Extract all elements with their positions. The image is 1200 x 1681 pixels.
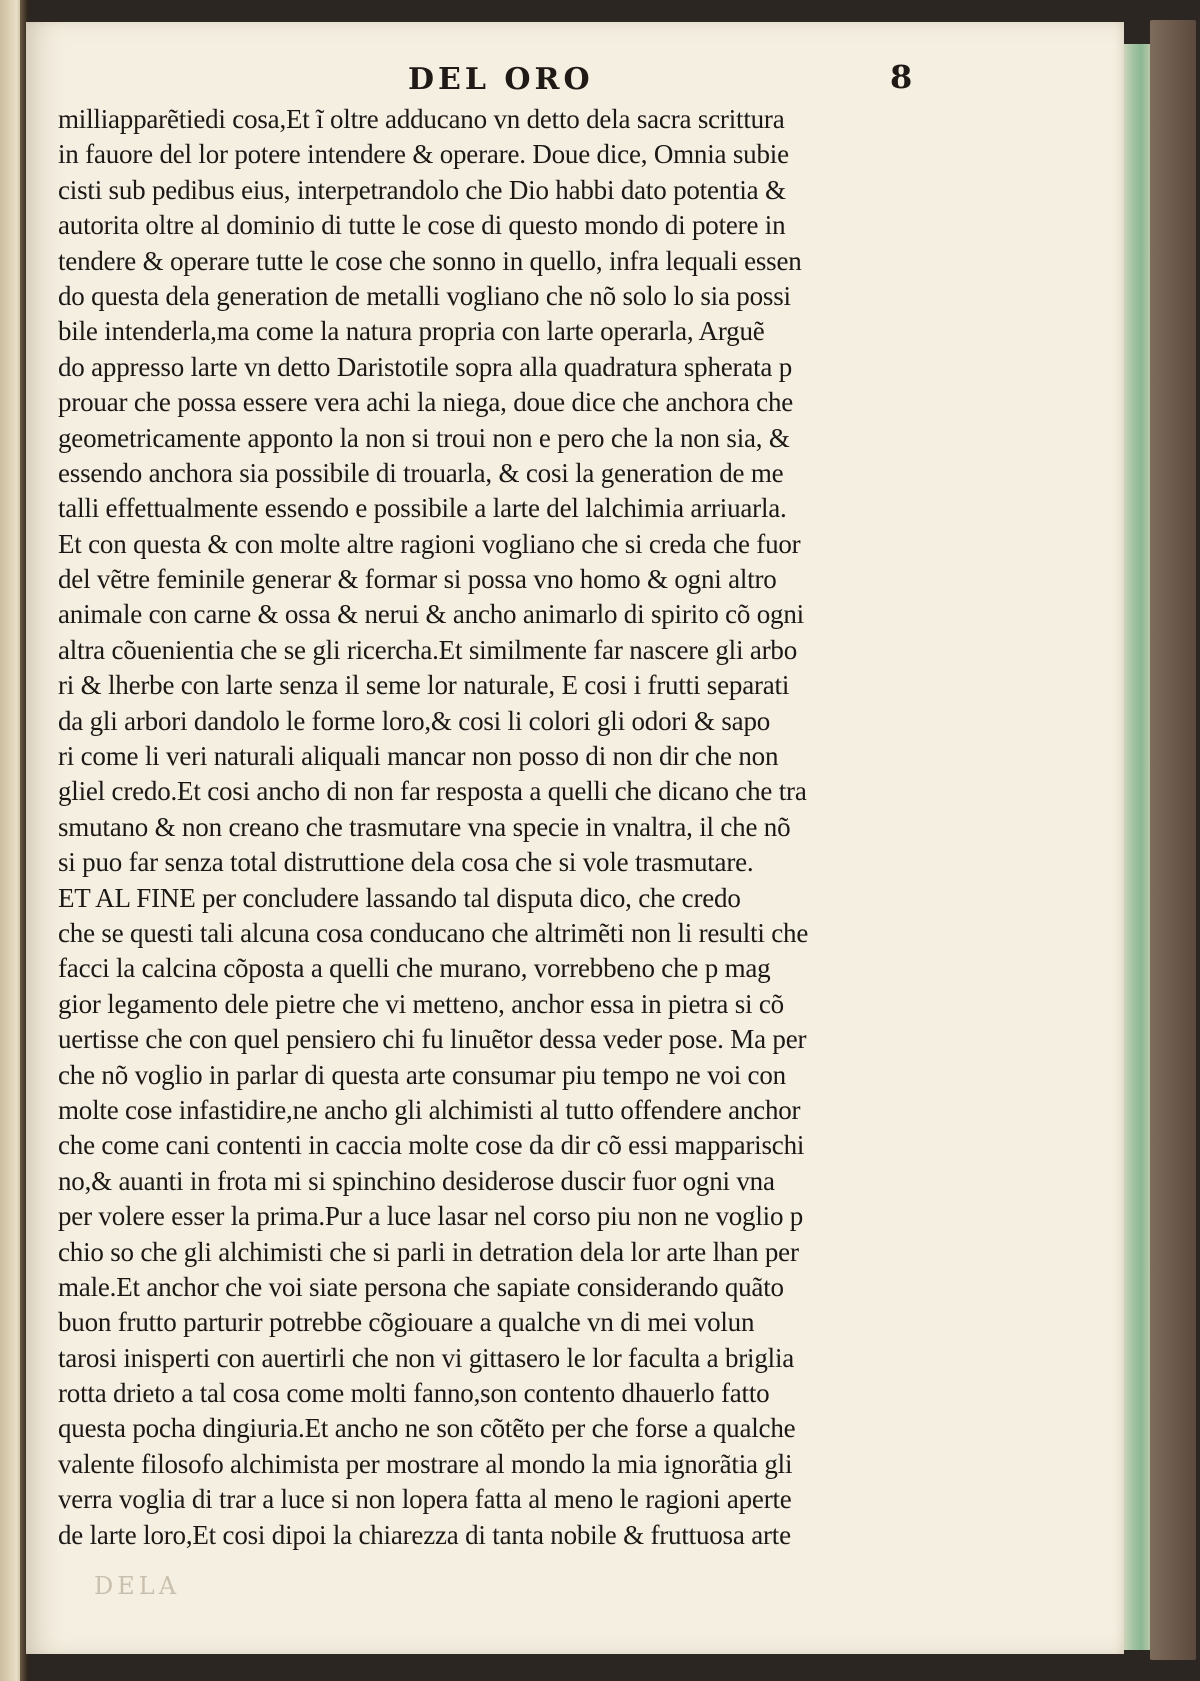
text-line: valente filosofo alchimista per mostrare al mondo la mia ignorãtia gli — [58, 1448, 793, 1479]
text-line: uertisse che con quel pensiero chi fu linuẽtor dessa veder pose. Ma per — [58, 1024, 807, 1055]
text-line: Et con questa & con molte altre ragioni vogliano che si creda che fuor — [58, 528, 801, 559]
text-line: geometricamente apponto la non si troui non e pero che la non sia, & — [58, 422, 790, 453]
text-line: del vẽtre feminile generar & formar si possa vno homo & ogni altro — [58, 564, 777, 595]
text-line: autorita oltre al dominio di tutte le cose di questo mondo di potere in — [58, 210, 786, 241]
text-line: ri come li veri naturali aliquali mancar non posso di non dir che non — [58, 741, 779, 772]
catchword: DELA — [94, 1572, 181, 1600]
text-line: do questa dela generation de metalli vogliano che nõ solo lo sia possi — [58, 280, 791, 311]
text-line: milliapparẽtiedi cosa,Et ĩ oltre adducano vn detto dela sacra scrittura — [58, 104, 785, 134]
text-line: tarosi inisperti con auertirli che non vi gittasero le lor faculta a briglia — [58, 1342, 795, 1373]
text-line: che nõ voglio in parlar di questa arte consumar piu tempo ne voi con — [58, 1059, 786, 1090]
page-edges — [1120, 44, 1150, 1650]
text-line: questa pocha dingiuria.Et ancho ne son cõtẽto per che forse a qualche — [58, 1413, 796, 1444]
text-line: ET AL FINE per concludere lassando tal disputa dico, che credo — [58, 882, 741, 913]
text-line: tendere & operare tutte le cose che sonno in quello, infra lequali essen — [58, 245, 802, 276]
text-line: de larte loro,Et cosi dipoi la chiarezza di tanta nobile & fruttuosa arte — [58, 1519, 791, 1550]
book-cover-edge — [1150, 20, 1196, 1660]
text-line: che come cani contenti in caccia molte cose da dir cõ essi mapparischi — [58, 1130, 805, 1161]
text-line: che se questi tali alcuna cosa conducano che altrimẽti non li resulti che — [58, 917, 809, 948]
text-line: gliel credo.Et cosi ancho di non far resposta a quelli che dicano che tra — [58, 776, 807, 807]
text-line: gior legamento dele pietre che vi metteno, anchor essa in pietra si cõ — [58, 988, 784, 1019]
text-line: talli effettualmente essendo e possibile a larte del lalchimia arriuarla. — [58, 493, 787, 524]
text-line: animale con carne & ossa & nerui & ancho animarlo di spirito cõ ogni — [58, 599, 804, 630]
page-header — [26, 58, 1124, 102]
text-line: essendo anchora sia possibile di trouarla, & cosi la generation de me — [58, 457, 784, 488]
text-line: male.Et anchor che voi siate persona che sapiate considerando quãto — [58, 1271, 784, 1302]
text-line: smutano & non creano che trasmutare vna specie in vnaltra, il che nõ — [58, 811, 791, 842]
text-line: bile intenderla,ma come la natura propria con larte operarla, Arguẽ — [58, 316, 765, 347]
text-block — [58, 102, 926, 1553]
text-line: rotta drieto a tal cosa come molti fanno,son contento dhauerlo fatto — [58, 1378, 770, 1409]
page-number: 8 — [890, 58, 913, 96]
text-line: in fauore del lor potere intendere & operare. Doue dice, Omnia subie — [58, 139, 789, 170]
text-line: ri & lherbe con larte senza il seme lor naturale, E cosi i frutti separati — [58, 670, 790, 701]
text-line: cisti sub pedibus eius, interpetrandolo che Dio habbi dato potentia & — [58, 174, 786, 205]
text-line: per volere esser la prima.Pur a luce lasar nel corso piu non ne voglio p — [58, 1201, 804, 1232]
book-page — [26, 22, 1124, 1654]
text-line: no,& auanti in frota mi si spinchino desiderose duscir fuor ogni vna — [58, 1165, 775, 1196]
text-line: altra cõuenientia che se gli ricercha.Et similmente far nascere gli arbo — [58, 634, 797, 665]
text-line: molte cose infastidire,ne ancho gli alchimisti al tutto offendere anchor — [58, 1094, 801, 1125]
text-line: si puo far senza total distruttione dela cosa che si vole trasmutare. — [58, 847, 754, 878]
text-line: verra voglia di trar a luce si non lopera fatta al meno le ragioni aperte — [58, 1484, 792, 1515]
text-line: prouar che possa essere vera achi la niega, doue dice che anchora che — [58, 387, 794, 418]
text-line: chio so che gli alchimisti che si parli in detration dela lor arte lhan per — [58, 1236, 799, 1267]
running-head: DEL ORO — [408, 62, 594, 97]
text-line: da gli arbori dandolo le forme loro,& cosi li colori gli odori & sapo — [58, 705, 771, 736]
text-line: buon frutto parturir potrebbe cõgiouare a qualche vn di mei volun — [58, 1307, 755, 1338]
text-line: facci la calcina cõposta a quelli che murano, vorrebbeno che p mag — [58, 953, 771, 984]
text-line: do appresso larte vn detto Daristotile sopra alla quadratura spherata p — [58, 351, 793, 382]
